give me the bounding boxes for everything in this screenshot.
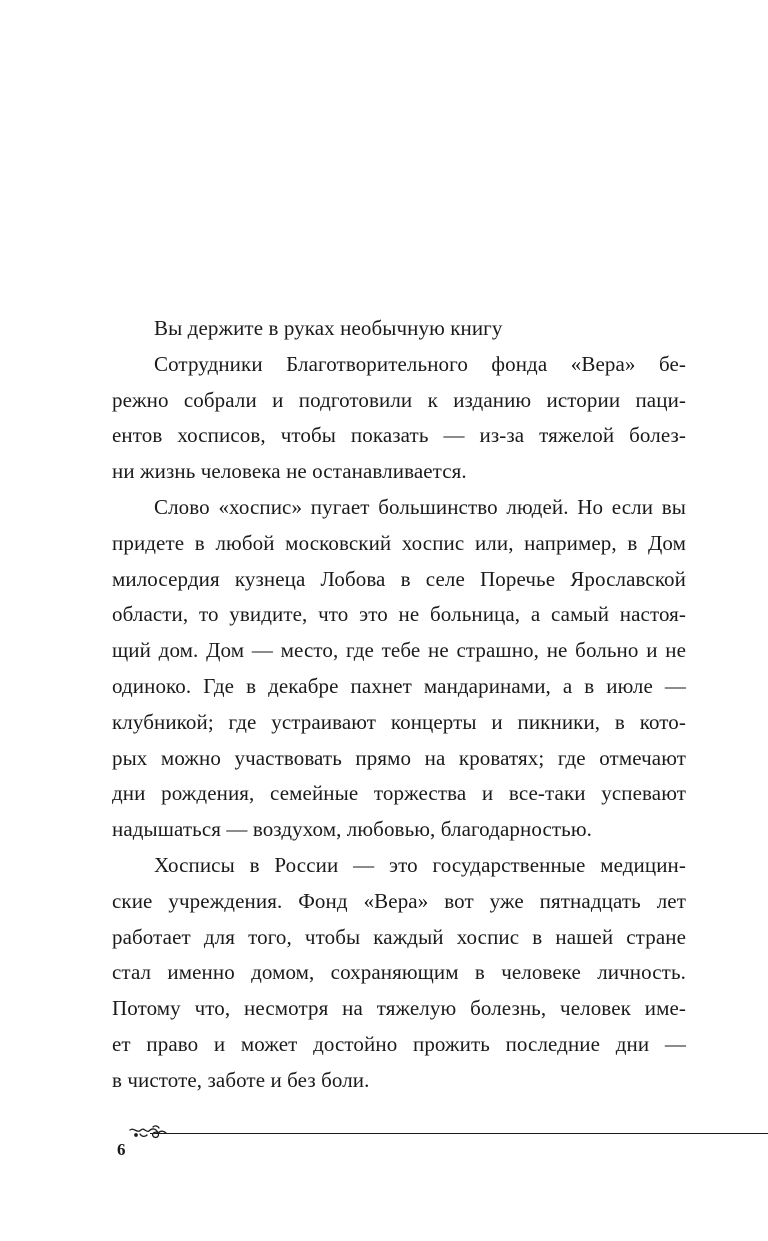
- text-line: Слово «хоспис» пугает большинство людей. Но если вы: [154, 494, 686, 519]
- text-line: области, то увидите, что это не больница, а самый настоя-: [112, 602, 686, 627]
- paragraph-2: [112, 347, 686, 490]
- page-number: 6: [117, 1140, 126, 1159]
- paragraph-3: [112, 490, 686, 848]
- text-line: Вы держите в руках необычную книгу: [154, 316, 503, 340]
- text-line: режно собрали и подготовили к изданию истории паци-: [112, 387, 686, 412]
- text-line: ентов хосписов, чтобы показать — из-за тяжелой болез-: [112, 423, 686, 448]
- text-line: клубникой; где устраивают концерты и пикники, в кото-: [112, 709, 686, 734]
- text-line: щий дом. Дом — место, где тебе не страшно, не больно и не: [112, 638, 686, 663]
- text-line: Потому что, несмотря на тяжелую болезнь, человек име-: [112, 996, 686, 1021]
- body-text: [112, 311, 686, 1099]
- text-line: работает для того, чтобы каждый хоспис в нашей стране: [112, 924, 686, 949]
- text-line: Сотрудники Благотворительного фонда «Вера» бе-: [154, 351, 686, 376]
- text-line: Хосписы в России — это государственные медицин-: [154, 852, 686, 877]
- footer-rule: [150, 1133, 768, 1134]
- text-line: ские учреждения. Фонд «Вера» вот уже пятнадцать лет: [112, 888, 686, 913]
- text-line: ет право и может достойно прожить последние дни —: [112, 1031, 686, 1056]
- text-line: рых можно участвовать прямо на кроватях; где отмечают: [112, 745, 686, 770]
- text-line: надышаться — воздухом, любовью, благодарностью.: [112, 817, 592, 842]
- text-line: дни рождения, семейные торжества и все-таки успевают: [112, 781, 686, 806]
- text-line: одиноко. Где в декабре пахнет мандаринами, а в июле —: [112, 673, 686, 698]
- paragraph-1: [112, 311, 686, 347]
- text-line: милосердия кузнеца Лобова в селе Поречье Ярославской: [112, 566, 686, 591]
- text-line: стал именно домом, сохраняющим в человеке личность.: [112, 960, 686, 985]
- text-line: придете в любой московский хоспис или, например, в Дом: [112, 530, 686, 555]
- text-line: ни жизнь человека не останавливается.: [112, 459, 467, 484]
- text-line: в чистоте, заботе и без боли.: [112, 1067, 370, 1092]
- paragraph-4: [112, 848, 686, 1099]
